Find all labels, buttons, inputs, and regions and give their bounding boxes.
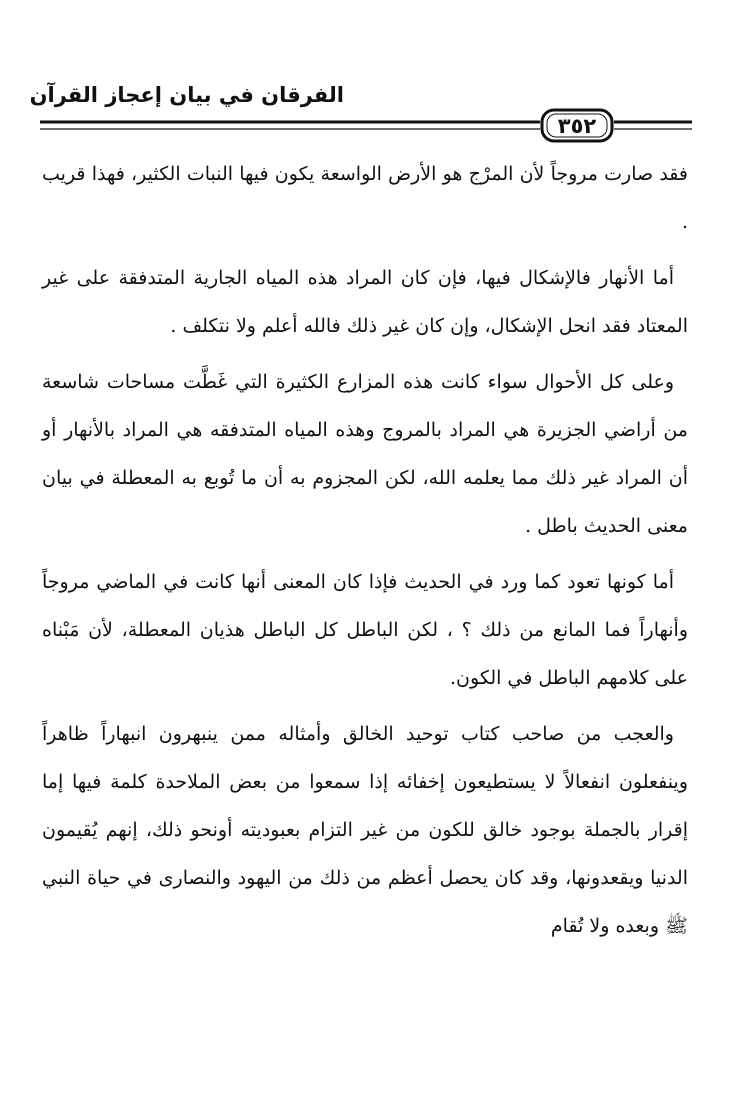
paragraph-4: أما كونها تعود كما ورد في الحديث فإذا كان المعنى أنها كانت في الماضي مروجاً وأنهاراً فما المانع من ذلك ؟ ، لكن الباطل كل الباطل هذيان المعطلة، لأن مَبْناه على كلامهم الباطل في الكون. bbox=[42, 571, 688, 689]
paragraph-3: وعلى كل الأحوال سواء كانت هذه المزارع الكثيرة التي غَطَّت مساحات شاسعة من أراضي الجزيرة هي المراد بالمروج وهذه المياه المتدفقه هي المراد بالأنهار أو أن المراد غير ذلك مما يعلمه الله، لكن المجزوم به أن ما تُوبع به المعطلة في بيان معنى الحديث باطل . bbox=[42, 371, 688, 537]
body-text bbox=[42, 150, 688, 958]
page-number: ٣٥٢ bbox=[557, 114, 597, 138]
paragraph-1: فقد صارت مروجاً لأن المرْج هو الأرض الواسعة يكون فيها النبات الكثير، فهذا قريب . bbox=[42, 163, 688, 233]
paragraph-2: أما الأنهار فالإشكال فيها، فإن كان المراد هذه المياه الجارية المتدفقة على غير المعتاد فقد انحل الإشكال، وإن كان غير ذلك فالله أعلم ولا نتكلف . bbox=[42, 267, 688, 337]
paragraph-5: والعجب من صاحب كتاب توحيد الخالق وأمثاله ممن ينبهرون انبهاراً ظاهراً وينفعلون انفعالاً لا يستطيعون إخفائه إذا سمعوا من بعض الملاحدة كلمة فيها إما إقرار بالجملة بوجود خالق للكون من غير التزام بعبوديته أونحو ذلك، إنهم يُقيمون الدنيا ويقعدونها، وقد كان يحصل أعظم من ذلك من اليهود والنصارى في حياة النبي ﷺ وبعده ولا تُقام bbox=[42, 723, 688, 937]
running-title: الفرقان في بيان إعجاز القرآن bbox=[29, 83, 344, 107]
